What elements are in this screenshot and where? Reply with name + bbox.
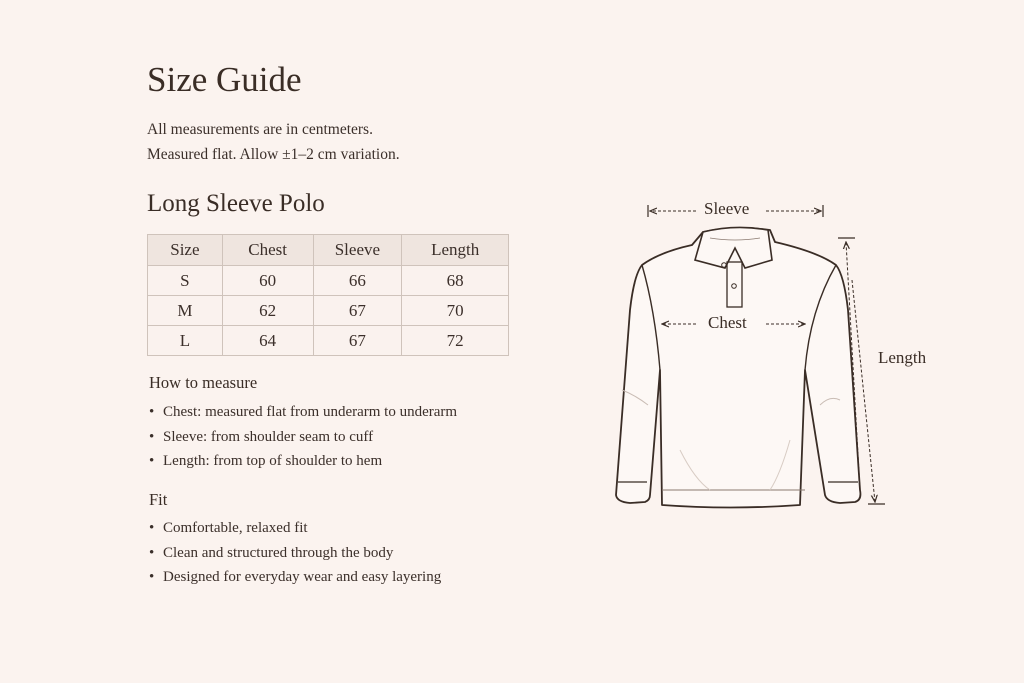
- list-item: [149, 404, 457, 429]
- table-header-row: [148, 235, 509, 266]
- cell-chest: 64: [222, 326, 313, 356]
- header-sleeve: Sleeve: [313, 235, 402, 266]
- list-item: [149, 569, 441, 594]
- cell-sleeve: 67: [313, 296, 402, 326]
- cell-chest: 62: [222, 296, 313, 326]
- cell-length: 72: [402, 326, 509, 356]
- page-title: Size Guide: [147, 60, 302, 99]
- desc-chest: measured flat from underarm to underarm: [201, 404, 458, 420]
- cell-size: M: [148, 296, 223, 326]
- header-size: Size: [148, 235, 223, 266]
- variation-note: Measured flat. Allow ±1–2 cm variation.: [147, 146, 400, 163]
- how-to-measure-heading: How to measure: [149, 373, 258, 392]
- fit-heading: Fit: [149, 490, 168, 509]
- fit-item: Clean and structured through the body: [163, 544, 394, 561]
- cell-size: S: [148, 266, 223, 296]
- bullet-icon: •: [149, 404, 155, 420]
- fit-item: Designed for everyday wear and easy layering: [163, 569, 442, 585]
- bullet-icon: •: [149, 569, 155, 585]
- sleeve-label: Sleeve: [700, 199, 753, 219]
- bullet-icon: •: [149, 453, 155, 469]
- header-chest: Chest: [222, 235, 313, 266]
- term-sleeve: Sleeve:: [163, 428, 208, 445]
- list-item: [149, 545, 441, 570]
- bullet-icon: •: [149, 520, 155, 536]
- table-row: [148, 296, 509, 326]
- product-name: Long Sleeve Polo: [147, 190, 325, 217]
- table-row: [148, 326, 509, 356]
- measurement-diagram: [600, 190, 960, 520]
- cell-sleeve: 67: [313, 326, 402, 356]
- chest-label: Chest: [708, 313, 747, 332]
- units-note: All measurements are in centmeters.: [147, 121, 373, 138]
- desc-sleeve: from shoulder seam to cuff: [207, 428, 374, 445]
- desc-length: from top of shoulder to hem: [209, 453, 383, 469]
- table-row: [148, 266, 509, 296]
- fit-item: Comfortable, relaxed fit: [163, 520, 308, 536]
- cell-sleeve: 66: [313, 266, 402, 296]
- bullet-icon: •: [149, 428, 155, 445]
- list-item: [149, 429, 457, 454]
- how-to-measure-list: [149, 404, 457, 478]
- term-length: Length:: [163, 453, 210, 469]
- cell-length: 68: [402, 266, 509, 296]
- size-table: [147, 234, 509, 356]
- cell-length: 70: [402, 296, 509, 326]
- fit-list: [149, 520, 441, 594]
- term-chest: Chest:: [163, 404, 202, 420]
- length-label: Length: [874, 348, 930, 368]
- list-item: [149, 453, 457, 478]
- cell-chest: 60: [222, 266, 313, 296]
- cell-size: L: [148, 326, 223, 356]
- list-item: [149, 520, 441, 545]
- header-length: Length: [402, 235, 509, 266]
- bullet-icon: •: [149, 544, 155, 561]
